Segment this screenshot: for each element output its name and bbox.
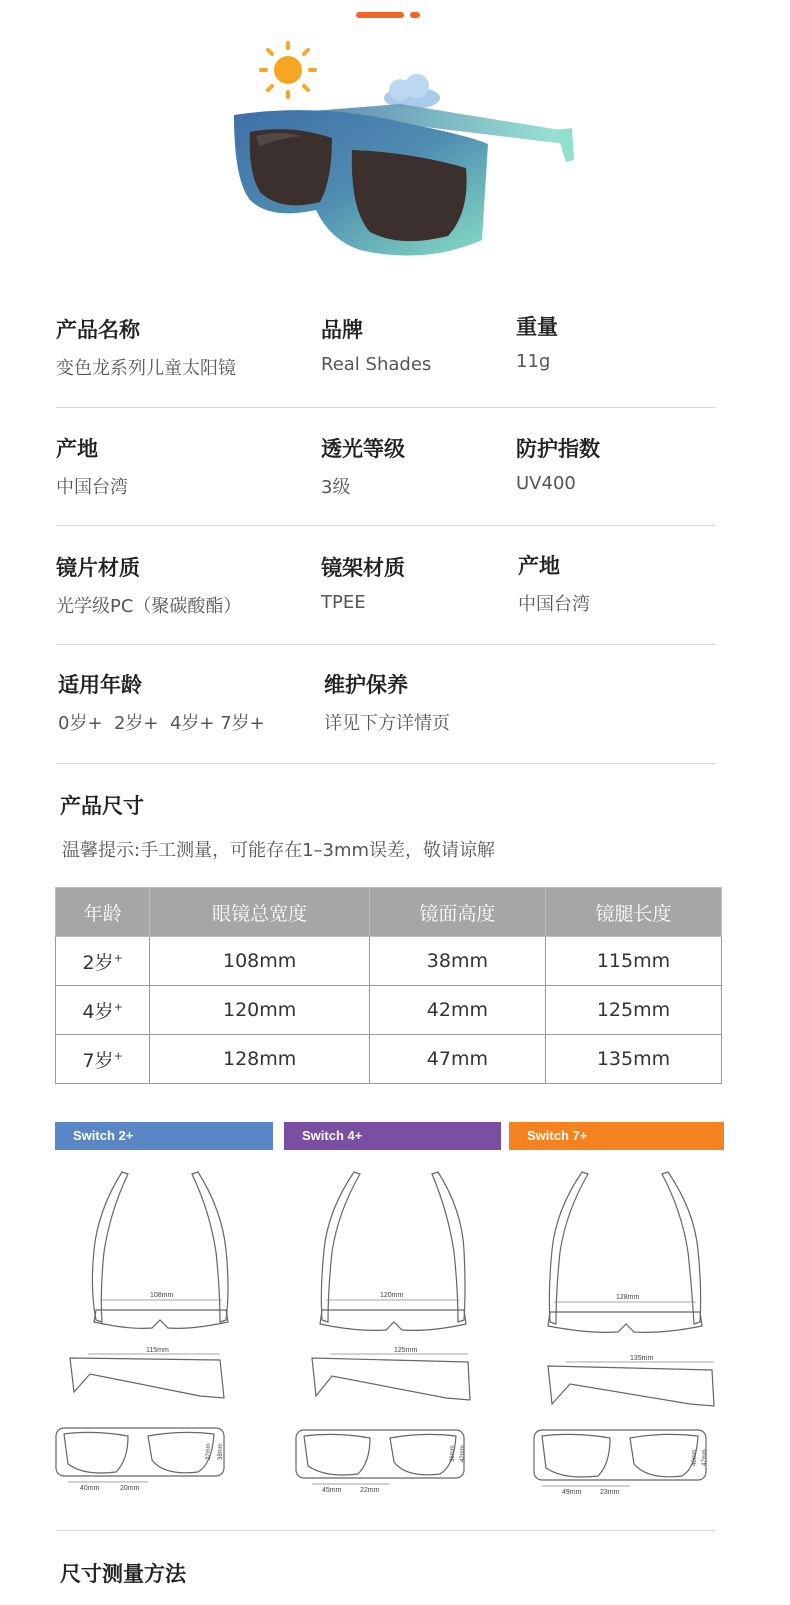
dim-width-switch-2: 108mm: [150, 1292, 174, 1299]
table-cell-width: 128mm: [150, 1035, 369, 1084]
spec-frame-material: [321, 552, 405, 613]
spec-value: 详见下方详情页: [324, 713, 450, 734]
table-header-temple: 镜腿长度: [545, 888, 721, 937]
model-tag-switch-4: Switch 4+: [284, 1122, 501, 1150]
sun-icon: [261, 43, 315, 97]
spec-maintenance: [324, 669, 450, 735]
spec-value: 光学级PC（聚碳酸酯）: [56, 596, 242, 617]
table-cell-temple: 125mm: [545, 986, 721, 1035]
page-indicator-dot: [410, 12, 420, 18]
table-row: [56, 1035, 722, 1084]
divider: [56, 407, 716, 408]
table-header-width: 眼镜总宽度: [150, 888, 369, 937]
size-section-title: 产品尺寸: [60, 794, 144, 818]
table-cell-height: 42mm: [369, 986, 545, 1035]
model-tag-switch-2: Switch 2+: [55, 1122, 273, 1150]
cloud-icon: [384, 74, 440, 109]
spec-brand: [321, 314, 431, 375]
spec-label: 重量: [516, 315, 558, 339]
spec-value: Real Shades: [321, 354, 432, 375]
spec-value: 0岁+ 2岁+ 4岁+ 7岁+: [58, 713, 265, 734]
dim-lens-h1-switch-2: 37mm: [206, 1443, 212, 1460]
table-header-height: 镜面高度: [369, 888, 545, 937]
age-plus: +: [113, 951, 123, 965]
size-diagrams: [50, 1160, 740, 1500]
divider: [56, 1530, 716, 1531]
side-view-switch-4: [312, 1358, 470, 1400]
spec-value: 中国台湾: [56, 477, 128, 498]
dim-temple-switch-2: 115mm: [146, 1347, 169, 1354]
table-header-row: [56, 888, 722, 937]
spec-value: 11g: [516, 351, 551, 372]
side-view-switch-7: [548, 1366, 714, 1406]
age-plus: +: [113, 1000, 123, 1014]
table-cell-height: 47mm: [369, 1035, 545, 1084]
dim-temple-switch-7: 135mm: [630, 1355, 654, 1362]
top-view-switch-4: [320, 1172, 466, 1330]
dim-bridge-switch-2: 20mm: [120, 1485, 140, 1492]
front-view-switch-7: [534, 1430, 706, 1480]
sunglasses-product-image: [220, 40, 590, 270]
top-view-switch-7: [548, 1172, 702, 1332]
size-table: [55, 887, 722, 1084]
side-view-switch-2: [70, 1358, 224, 1398]
front-view-switch-2: [56, 1428, 224, 1476]
dim-lens-h2-switch-7: 47mm: [702, 1449, 708, 1466]
table-cell-age: [56, 986, 150, 1035]
spec-label: 维护保养: [324, 673, 408, 697]
spec-value: 中国台湾: [518, 594, 590, 615]
spec-label: 透光等级: [321, 437, 405, 461]
spec-value: 变色龙系列儿童太阳镜: [56, 358, 236, 379]
table-cell-temple: 115mm: [545, 937, 721, 986]
spec-label: 产地: [56, 437, 98, 461]
front-view-switch-4: [296, 1430, 464, 1478]
age-text: 4岁: [82, 1000, 114, 1023]
table-cell-width: 108mm: [150, 937, 369, 986]
spec-label: 适用年龄: [58, 673, 142, 697]
dim-width-switch-4: 120mm: [380, 1292, 404, 1299]
table-cell-age: [56, 937, 150, 986]
dim-width-switch-7: 128mm: [616, 1294, 640, 1301]
table-cell-width: 120mm: [150, 986, 369, 1035]
spec-origin-2: [518, 550, 590, 616]
spec-label: 品牌: [321, 318, 363, 342]
dim-lens-h1-switch-7: 40mm: [692, 1449, 698, 1466]
table-header-age: 年龄: [56, 888, 150, 937]
divider: [56, 763, 716, 764]
spec-label: 产品名称: [56, 318, 140, 342]
age-text: 7岁: [82, 1049, 114, 1072]
dim-lens-h2-switch-2: 38mm: [218, 1443, 224, 1460]
dim-lens-h1-switch-4: 36mm: [450, 1445, 456, 1462]
spec-label: 产地: [518, 554, 560, 578]
spec-product-name: [56, 314, 236, 380]
spec-value: UV400: [516, 473, 576, 494]
spec-value: 3级: [321, 477, 351, 498]
spec-weight: [516, 311, 558, 372]
dim-bridge-switch-7: 23mm: [600, 1489, 620, 1496]
spec-label: 镜片材质: [56, 556, 140, 580]
table-cell-temple: 135mm: [545, 1035, 721, 1084]
spec-age-range: [58, 669, 265, 735]
table-row: [56, 937, 722, 986]
size-section-tip: 温馨提示:手工测量，可能存在1–3mm误差，敬请谅解: [62, 840, 496, 861]
spec-origin: [56, 433, 128, 499]
spec-value: TPEE: [321, 592, 366, 613]
dim-temple-switch-4: 125mm: [394, 1347, 418, 1354]
dim-lens-width-switch-4: 45mm: [322, 1487, 342, 1494]
model-tag-switch-7: Switch 7+: [509, 1122, 724, 1150]
table-row: [56, 986, 722, 1035]
spec-uv-protection: [516, 433, 600, 494]
model-tags: [55, 1122, 725, 1150]
divider: [56, 644, 716, 645]
spec-label: 镜架材质: [321, 556, 405, 580]
measurement-method-title: 尺寸测量方法: [60, 1562, 186, 1586]
dim-lens-h2-switch-4: 42mm: [460, 1445, 466, 1462]
divider: [56, 525, 716, 526]
table-cell-age: [56, 1035, 150, 1084]
top-view-switch-2: [92, 1172, 228, 1328]
spec-lens-material: [56, 552, 241, 618]
table-cell-height: 38mm: [369, 937, 545, 986]
spec-label: 防护指数: [516, 437, 600, 461]
dim-lens-width-switch-2: 40mm: [80, 1485, 100, 1492]
dim-lens-width-switch-7: 49mm: [562, 1489, 582, 1496]
age-text: 2岁: [82, 951, 114, 974]
spec-light-transmission: [321, 433, 405, 499]
age-plus: +: [113, 1049, 123, 1063]
dim-bridge-switch-4: 22mm: [360, 1487, 380, 1494]
page-indicator-active: [356, 12, 404, 18]
